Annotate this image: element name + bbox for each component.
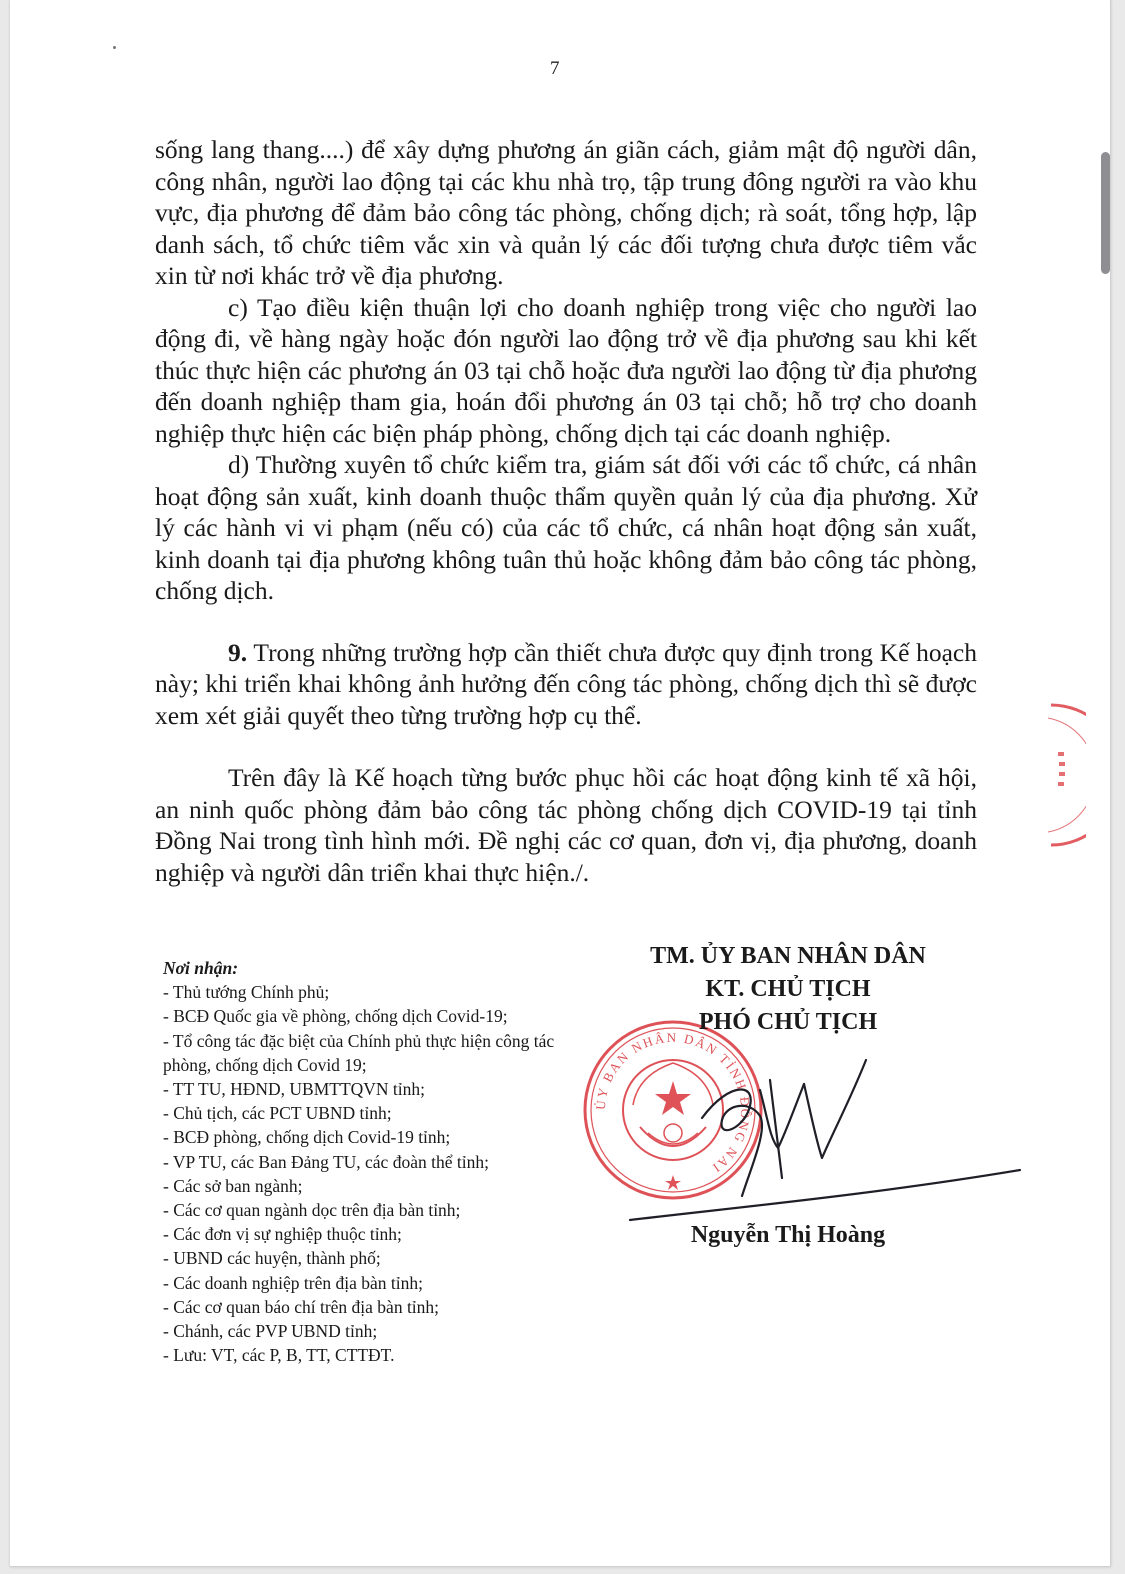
recipient-item: - BCĐ Quốc gia về phòng, chống dịch Covid-19; [163, 1006, 508, 1027]
recipients-heading: Nơi nhận: [163, 958, 239, 978]
recipient-item: - Các cơ quan báo chí trên địa bàn tỉnh; [163, 1296, 440, 1317]
scan-speck [113, 46, 116, 49]
recipient-item: - VP TU, các Ban Đảng TU, các đoàn thể tỉnh; [163, 1151, 489, 1172]
recipients-list [163, 980, 603, 1367]
item-9-number: 9. [228, 637, 248, 667]
paragraph-c: c) Tạo điều kiện thuận lợi cho doanh nghiệp trong việc cho người lao động đi, về hàng ngày hoặc đón người lao động trở về địa phương sau khi kết thúc thực hiện các phương án 03 tại chỗ hoặc đưa người lao động từ địa phương đến doanh nghiệp tham gia, hoán đổi phương án 03 tại chỗ; hỗ trợ cho doanh nghiệp thực hiện các biện pháp phòng, chống dịch tại các doanh nghiệp. [155, 292, 977, 448]
recipient-item: - Các sở ban ngành; [163, 1175, 303, 1196]
recipient-item: - Tổ công tác đặc biệt của Chính phủ thực hiện công tác phòng, chống dịch Covid 19; [163, 1030, 555, 1075]
recipient-item: - TT TU, HĐND, UBMTTQVN tỉnh; [163, 1079, 426, 1100]
body-text [155, 134, 977, 888]
vertical-scrollbar[interactable] [1101, 152, 1110, 274]
signer-line-2: KT. CHỦ TỊCH [705, 976, 871, 1002]
recipient-item: - Các doanh nghiệp trên địa bàn tỉnh; [163, 1272, 423, 1293]
svg-text:ỦY BAN NHÂN DÂN TỈNH ĐỒNG NAI: ỦY BAN NHÂN DÂN TỈNH ĐỒNG NAI [592, 1029, 754, 1177]
signer-name: Nguyễn Thị Hoàng [690, 1222, 886, 1248]
signer-line-1: TM. ỦY BAN NHÂN DÂN [650, 943, 926, 969]
recipients-block [163, 956, 603, 1367]
recipient-item: - Các đơn vị sự nghiệp thuộc tỉnh; [163, 1224, 402, 1245]
paragraph-continuation: sống lang thang....) để xây dựng phương án giãn cách, giảm mật độ người dân, công nhân, người lao động tại các khu nhà trọ, tập trung đông người ra vào khu vực, địa phương để đảm bảo công tác phòng, chống dịch; rà soát, tổng hợp, lập danh sách, tổ chức tiêm vắc xin và quản lý các đối tượng chưa được tiêm vắc xin từ nơi khác trở về địa phương. [155, 135, 977, 290]
paragraph-9 [155, 637, 977, 732]
closing-paragraph: Trên đây là Kế hoạch từng bước phục hồi các hoạt động kinh tế xã hội, an ninh quốc phòng đảm bảo công tác phòng chống dịch COVID-19 tại tỉnh Đồng Nai trong tình hình mới. Đề nghị các cơ quan, đơn vị, địa phương, doanh nghiệp và người dân triển khai thực hiện./. [155, 763, 977, 887]
signer-line-3: PHÓ CHỦ TỊCH [698, 1009, 878, 1035]
item-9-text: Trong những trường hợp cần thiết chưa được quy định trong Kế hoạch này; khi triển khai không ảnh hưởng đến công tác phòng, chống dịch thì sẽ được xem xét giải quyết theo từng trường hợp cụ thể. [155, 637, 977, 730]
paragraph-d: d) Thường xuyên tổ chức kiểm tra, giám sát đối với các tổ chức, cá nhân hoạt động sản xuất, kinh doanh thuộc thẩm quyền quản lý của địa phương. Xử lý các hành vi vi phạm (nếu có) của các tổ chức, cá nhân hoạt động sản xuất, kinh doanh tại địa phương không tuân thủ hoặc không đảm bảo công tác phòng, chống dịch. [155, 450, 977, 605]
recipient-item: - Thủ tướng Chính phủ; [163, 982, 330, 1003]
page-number: 7 [550, 58, 560, 79]
edge-seal-mark-icon [1046, 700, 1086, 850]
recipient-item: - Các cơ quan ngành dọc trên địa bàn tỉnh; [163, 1200, 461, 1221]
document-page [10, 0, 1111, 1567]
recipient-item: - Chủ tịch, các PCT UBND tỉnh; [163, 1103, 392, 1124]
recipient-item: - Lưu: VT, các P, B, TT, CTTĐT. [163, 1345, 395, 1366]
recipient-item: - BCĐ phòng, chống dịch Covid-19 tỉnh; [163, 1127, 451, 1148]
recipient-item: - UBND các huyện, thành phố; [163, 1248, 381, 1269]
recipient-item: - Chánh, các PVP UBND tỉnh; [163, 1321, 378, 1342]
handwritten-signature-icon [610, 1020, 1030, 1240]
